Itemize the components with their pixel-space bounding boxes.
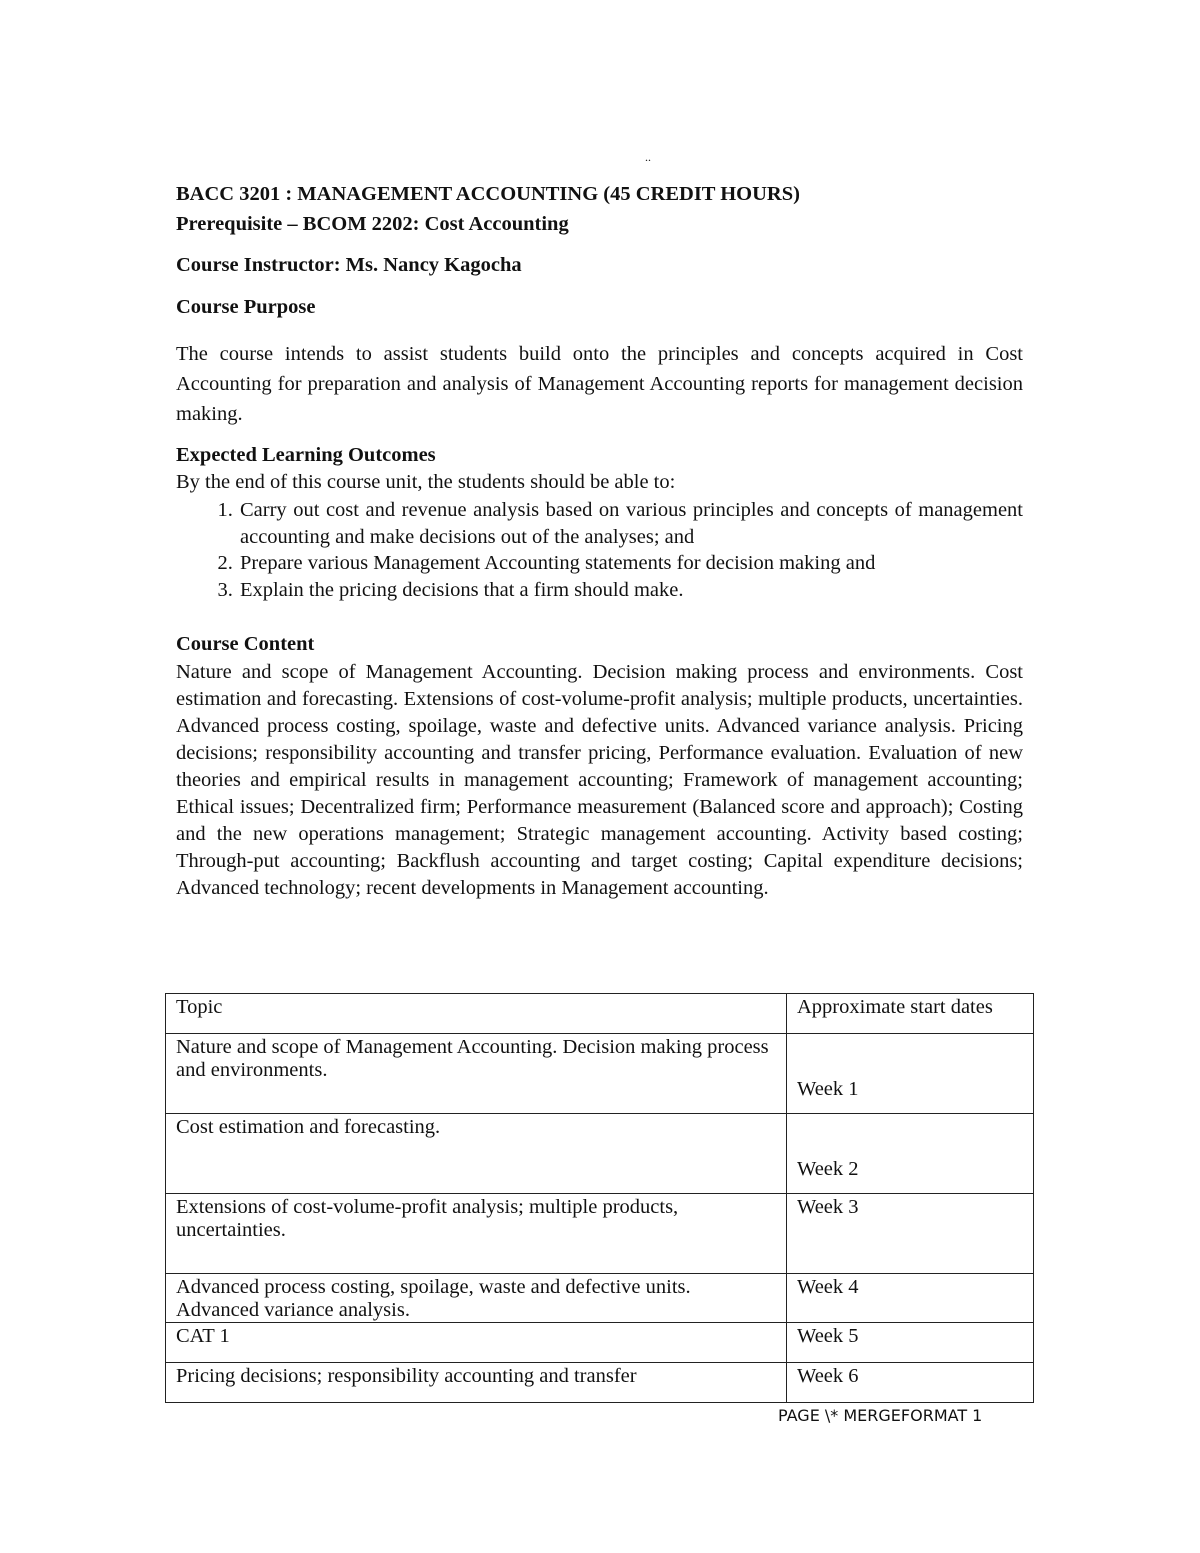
outcomes-list: [176, 497, 1023, 603]
outcome-item: 1. Carry out cost and revenue analysis based on various principles and concepts of management accounting and make decisions out of the analyses; and: [238, 497, 1023, 550]
topic-cell: Cost estimation and forecasting.: [166, 1114, 787, 1194]
purpose-text: The course intends to assist students build onto the principles and concepts acquired in Cost Accounting for preparation and analysis of Management Accounting reports for management decision making.: [176, 343, 1023, 425]
week-cell: Week 5: [787, 1323, 1034, 1363]
prerequisite: Prerequisite – BCOM 2202: Cost Accounting: [176, 213, 569, 235]
week-cell: Week 6: [787, 1363, 1034, 1403]
content-heading: Course Content: [176, 633, 315, 655]
week-cell: Week 3: [787, 1194, 1034, 1274]
table-row: [166, 1363, 1034, 1403]
course-title: BACC 3201 : MANAGEMENT ACCOUNTING (45 CREDIT HOURS): [176, 183, 800, 205]
table-row: [166, 1323, 1034, 1363]
schedule-table: [165, 993, 1034, 1403]
table-row: [166, 1034, 1034, 1114]
topic-cell: Pricing decisions; responsibility accounting and transfer: [166, 1363, 787, 1403]
content-text: Nature and scope of Management Accounting. Decision making process and environments. Cost estimation and forecasting. Extensions of cost-volume-profit analysis; multiple products, uncertainties. Advanced process costing, spoilage, waste and defective units. Advanced variance analysis. Pricing decisions; responsibility accounting and transfer pricing, Performance evaluation. Evaluation of new theories and empirical results in management accounting; Framework of management accounting; Ethical issues; Decentralized firm; Performance measurement (Balanced score and approach); Costing and the new operations management; Strategic management accounting. Activity based costing; Through-put accounting; Backflush accounting and target costing; Capital expenditure decisions; Advanced technology; recent developments in Management accounting.: [176, 661, 1023, 899]
table-row: [166, 1194, 1034, 1274]
table-row: [166, 1274, 1034, 1323]
outcome-item: 3. Explain the pricing decisions that a firm should make.: [238, 577, 1023, 604]
topic-cell: Nature and scope of Management Accounting. Decision making process and environments.: [166, 1034, 787, 1114]
outcomes-intro: By the end of this course unit, the students should be able to:: [176, 471, 676, 493]
week-cell: Week 1: [787, 1034, 1034, 1114]
topic-cell: CAT 1: [166, 1323, 787, 1363]
topic-cell: Extensions of cost-volume-profit analysis; multiple products, uncertainties.: [166, 1194, 787, 1274]
topic-cell: Advanced process costing, spoilage, waste and defective units. Advanced variance analysis.: [166, 1274, 787, 1323]
week-cell: Week 4: [787, 1274, 1034, 1323]
instructor: Course Instructor: Ms. Nancy Kagocha: [176, 254, 522, 276]
outcomes-heading: Expected Learning Outcomes: [176, 444, 436, 466]
page-footer: PAGE \* MERGEFORMAT 1: [778, 1406, 983, 1425]
header-mark: ..: [645, 150, 651, 164]
purpose-heading: Course Purpose: [176, 296, 316, 318]
header-dates: Approximate start dates: [787, 994, 1034, 1034]
table-row: [166, 1114, 1034, 1194]
table-header-row: [166, 994, 1034, 1034]
outcome-item: 2. Prepare various Management Accounting statements for decision making and: [238, 550, 1023, 577]
week-cell: Week 2: [787, 1114, 1034, 1194]
header-topic: Topic: [166, 994, 787, 1034]
